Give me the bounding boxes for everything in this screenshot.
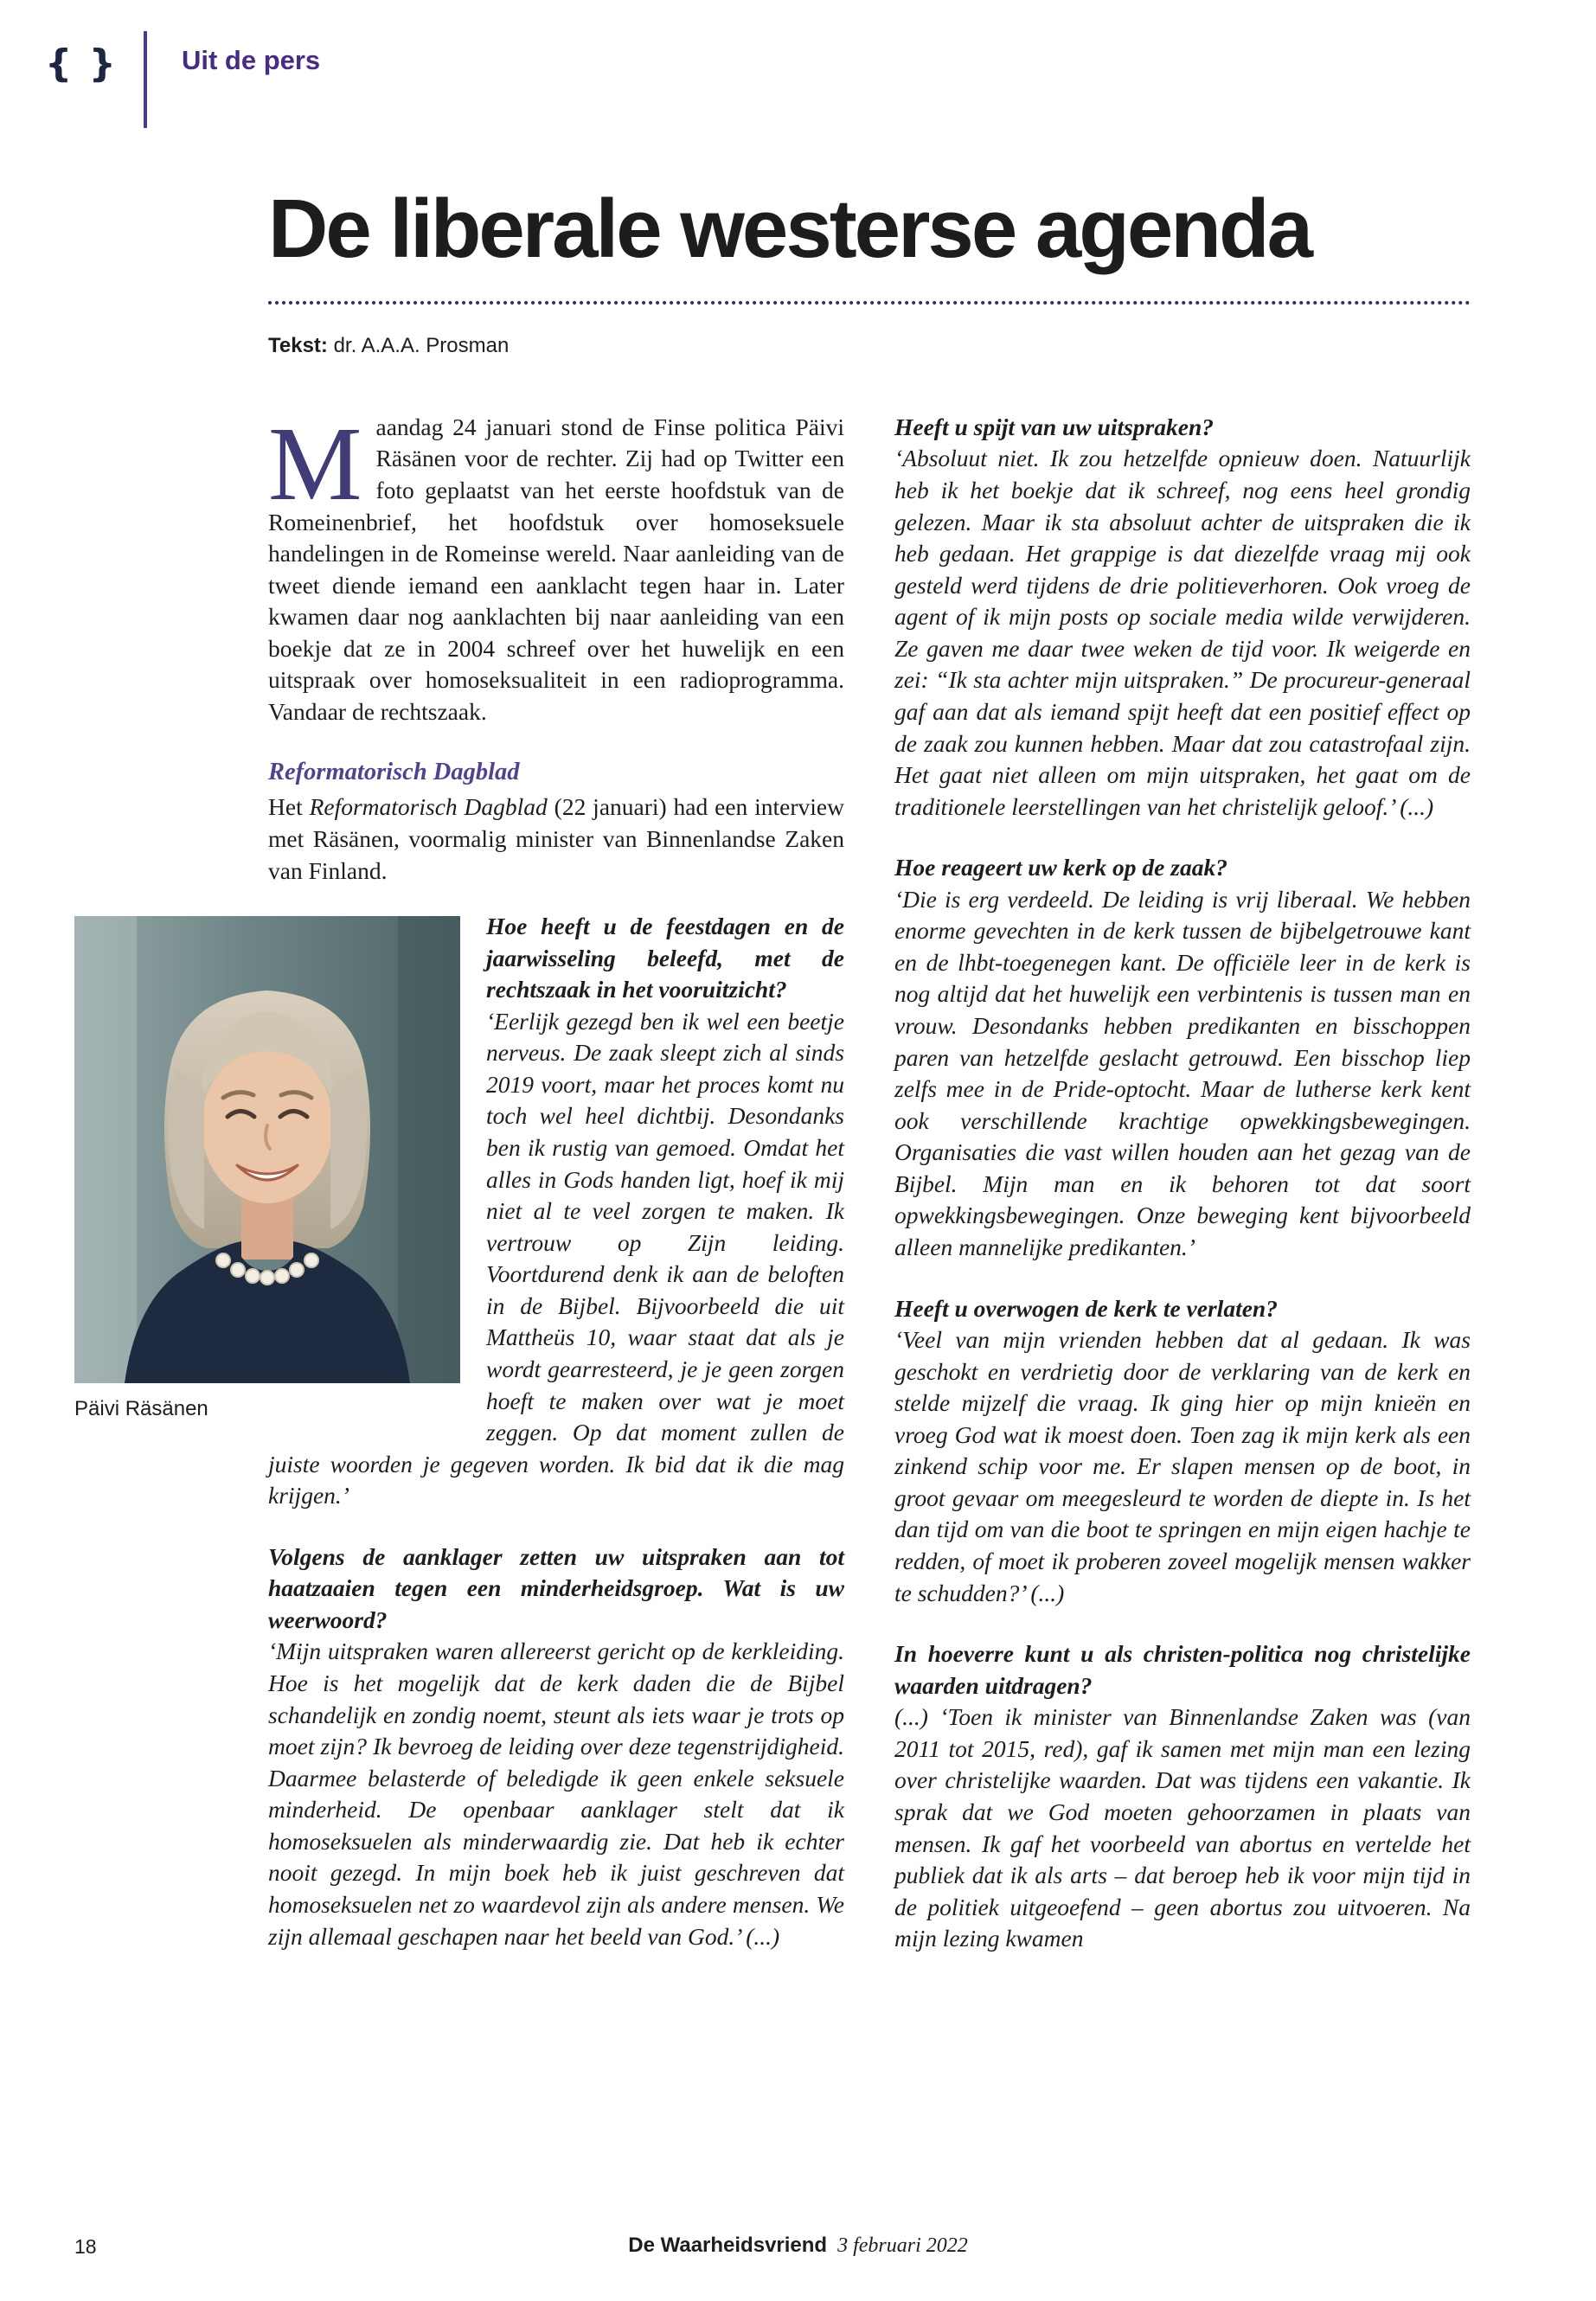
article xyxy=(74,183,1471,1955)
qa-block-6 xyxy=(894,1638,1471,1955)
issue-date: 3 februari 2022 xyxy=(837,2234,968,2257)
article-title: De liberale westerse agenda xyxy=(268,183,1311,275)
interview-question-4: Hoe reageert uw kerk op de zaak? xyxy=(894,854,1227,881)
publication-logo-icon: { } xyxy=(45,42,118,86)
intro-text: aandag 24 januari stond de Finse politica Päivi Räsänen voor de rechter. Zij had op Twitter een foto geplaatst van het eerste hoofdstuk van de Romeinenbrief, het hoofdstuk over homoseksuele handelingen in de Romeinse wereld. Naar aanleiding van de tweet diende iemand een aanklacht tegen haar in. Later kwamen daar nog aanklachten bij naar aanleiding van een boekje dat ze in 2004 schreef over het huwelijk en een uitspraak over homoseksualiteit in een radioprogramma. Vandaar de rechtszaak. xyxy=(268,413,844,725)
photo-caption: Päivi Räsänen xyxy=(74,1397,208,1421)
interview-question-2: Volgens de aanklager zetten uw uitspraken aan tot haatzaaien tegen een minderheidsgroep. Wat is uw weerwoord? xyxy=(268,1542,844,1633)
interview-answer-6: (...) ‘Toen ik minister van Binnenlandse Zaken was (van 2011 tot 2015, red), gaf ik samen met mijn man een lezing over christelijke waarden. Dat was tijdens een vakantie. Ik sprak dat we God moeten gehoorzamen in plaats van mensen. Ik gaf het voorbeeld van abortus en vertelde het publiek dat ik als arts – dat beroep heb ik voor mijn tijd in de politiek uitgeoefend – geen abortus zou uitvoeren. Na mijn lezing kwamen xyxy=(894,1703,1471,1952)
lead-source: Reformatorisch Dagblad xyxy=(309,793,548,821)
publication-name: De Waarheidsvriend xyxy=(628,2234,828,2257)
interview-answer-5: ‘Veel van mijn vrienden hebben dat al gedaan. Ik was geschokt en verdrietig door de verklaring van de kerk en stelde mijzelf die vraag. Ik ging hier op mijn knieën en vroeg God wat ik moest doen. Toen zag ik mijn kerk als een zinkend schip voor me. Er slapen mensen op de boot, in groot gevaar om meegesleurd te worden de diepte in. Is het dan tijd om van die boot te springen en mijn eigen hachje te redden, of moet ik proberen zoveel mogelijk mensen wakker te schudden?’ (...) xyxy=(894,1326,1471,1606)
byline-name: dr. A.A.A. Prosman xyxy=(327,333,510,357)
portrait-photo xyxy=(74,916,460,1383)
page-number: 18 xyxy=(74,2235,97,2258)
page-header xyxy=(45,31,320,128)
lead-paragraph xyxy=(268,792,844,887)
section-label: Uit de pers xyxy=(181,45,321,75)
dropcap: M xyxy=(268,405,362,522)
column-left xyxy=(74,405,844,1955)
qa-block-1 xyxy=(74,911,844,1512)
byline xyxy=(268,334,1471,358)
header-divider xyxy=(144,31,147,128)
interview-answer-3: ‘Absoluut niet. Ik zou hetzelfde opnieuw doen. Natuurlijk heb ik het boekje dat ik schreef, nog eens heel grondig gelezen. Maar ik sta absoluut achter de uitspraken die ik heb gedaan. Het grappige is dat diezelfde vraag mij ook gesteld werd tijdens de drie politieverhoren. Ook vroeg de agent of ik mijn posts op sociale media wilde verwijderen. Ze gaven me daar twee weken de tijd voor. Ik weigerde en zei: “Ik sta achter mijn uitspraken.” De procureur-generaal gaf aan dat als iemand spijt heeft dat een positief effect op de zaak zou kunnen hebben. Maar dat zou catastrofaal zijn. Het gaat niet alleen om mijn uitspraken, het gaat om de traditionele leerstellingen van het christelijk geloof.’ (...) xyxy=(894,445,1471,820)
interview-answer-1: ‘Eerlijk gezegd ben ik wel een beetje nerveus. De zaak sleept zich al sinds 2019 voort, maar het proces komt nu toch wel heel dichtbij. Desondanks ben ik rustig van gemoed. Omdat het alles in Gods handen ligt, hoef ik mij niet al te veel zorgen te maken. Ik vertrouw op Zijn leiding. Voortdurend denk ik aan de beloften in de Bijbel. Bijvoorbeeld die uit Mattheüs 10, waar staat dat als je wordt gearresteerd, je je geen zorgen hoeft te maken over wat je moet zeggen. Op dat moment zullen de juiste woorden je gegeven worden. Ik bid dat ik die mag krijgen.’ xyxy=(268,1007,844,1509)
lead-post: (22 januari) had een interview met Räsänen, voormalig minister van Binnenlandse Zaken van Finland. xyxy=(268,793,844,884)
byline-label: Tekst: xyxy=(268,333,328,357)
interview-question-5: Heeft u overwogen de kerk te verlaten? xyxy=(894,1294,1278,1322)
footer-center xyxy=(0,2234,1596,2258)
column-right xyxy=(894,412,1471,1955)
interview-question-1: Hoe heeft u de feestdagen en de jaarwisseling beleefd, met de rechtszaak in het vooruitzicht? xyxy=(486,913,844,1003)
qa-block-4 xyxy=(894,852,1471,1263)
interview-answer-4: ‘Die is erg verdeeld. De leiding is vrij liberaal. We hebben enorme gevechten in de kerk tussen de bijbelgetrouwe kant en de lhbt-toegenegen kant. De officiële leer in de kerk is nog altijd dat het huwelijk een verbintenis is tussen man en vrouw. Desondanks hebben predikanten en bisschoppen paren van hetzelfde geslacht getrouwd. Een bisschop liep zelfs mee in de Pride-optocht. Maar de lutherse kerk kent ook verschillende krachtige opwekkingsbewegingen. Organisaties die vast willen houden aan het gezag van de Bijbel. Mijn man en ik behoren tot dat soort opwekkingsbewegingen. Onze beweging kent bijvoorbeeld alleen mannelijke predikanten.’ xyxy=(894,885,1471,1260)
portrait-figure xyxy=(74,916,460,1423)
interview-answer-2: ‘Mijn uitspraken waren allereerst gericht op de kerkleiding. Hoe is het mogelijk dat de kerk daden die de Bijbel schandelijk en zondig noemt, steunt als iets waar je trots op moet zijn? Ik bevroeg de leiding over deze tegenstrijdigheid. Daarmee belasterde of beledigde ik geen enkele seksuele minderheid. De openbaar aanklager stelt dat ik homoseksuelen als minderwaardig zie. Dat heb ik echter nooit gezegd. In mijn boek heb ik juist geschreven dat homoseksuelen net zo waardevol zijn als andere mensen. We zijn allemaal geschapen naar het beeld van God.’ (...) xyxy=(268,1638,844,1950)
qa-block-2 xyxy=(268,1541,844,1952)
interview-question-3: Heeft u spijt van uw uitspraken? xyxy=(894,413,1215,440)
article-columns xyxy=(74,405,1471,1955)
subhead: Reformatorisch Dagblad xyxy=(268,758,520,785)
qa-block-3 xyxy=(894,412,1471,823)
lead-pre: Het xyxy=(268,793,310,821)
interview-question-6: In hoeverre kunt u als christen-politica nog christelijke waarden uitdragen? xyxy=(894,1640,1471,1699)
page-footer xyxy=(0,2234,1596,2268)
title-divider xyxy=(268,301,1471,304)
qa-block-5 xyxy=(894,1293,1471,1610)
intro-paragraph xyxy=(268,405,844,728)
